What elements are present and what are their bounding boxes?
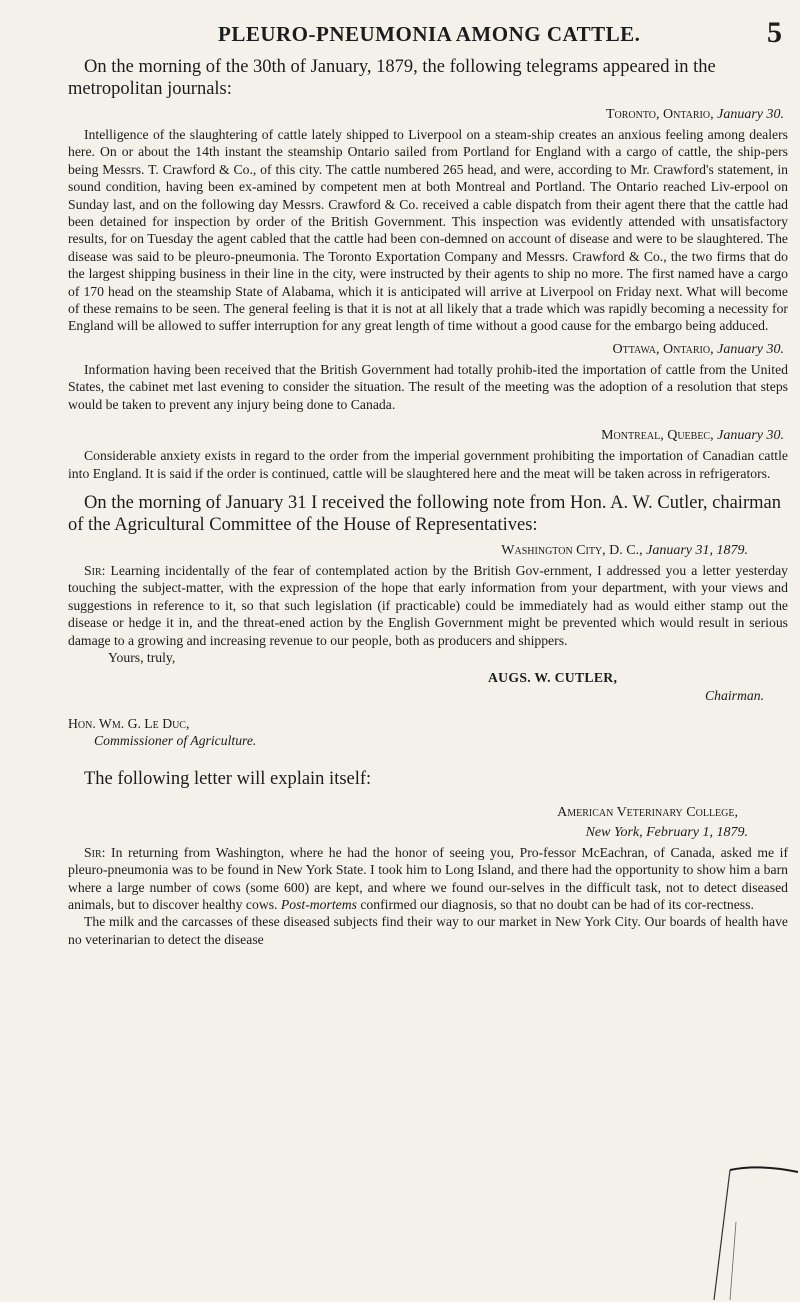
signature-block xyxy=(68,649,788,711)
dateline-place: Washington City, D. C., xyxy=(501,542,643,558)
intro-paragraph: On the morning of the 30th of January, 1879, the following telegrams appeared in the metropolitan journals: xyxy=(68,57,716,99)
montreal-telegram: Considerable anxiety exists in regard to the order from the imperial government prohibiting the importation of Canadian cattle into England. It is said if the order is continued, cattle will be slaughtered here and the meat will be taken across in refrigerators. xyxy=(68,448,788,481)
salutation: Sir: xyxy=(84,562,106,578)
letter-text-end: confirmed our diagnosis, so that no doubt can be had of its cor-rectness. xyxy=(360,896,754,912)
dateline-place: American Veterinary College, xyxy=(557,804,738,820)
salutation: Sir: xyxy=(84,844,106,860)
toronto-telegram: Intelligence of the slaughtering of cattle lately shipped to Liverpool on a steam-ship creates an anxious feeling among dealers here. On or about the 14th instant the steamship Ontario sailed from Portland for England with a cargo of cattle, the ship-pers being Messrs. T. Crawford & Co., of this city. The cattle numbered 265 head, and were, according to Mr. Crawford's statement, in sound condition, having been ex-amined by competent men at both Montreal and Portland. The Ontario reached Liv-erpool on Sunday last, and on the following day Messrs. Crawford & Co. received a cable dispatch from their agent there that the cattle had been detained for inspection by order of the British Government. This inspection was evidently attended with unsatisfactory results, for on Tuesday the agent cabled that the cattle had been con-demned on account of disease and were to be slaughtered. The disease was said to be pleuro-pneumonia. The Toronto Exportation Company and Messrs. Crawford & Co., the two firms that do the largest shipping business in their line in the city, were instructed by their agents to ship no more. The first named have a cargo of 170 head on the steamship State of Alabama, which it is anticipated will arrive at Liverpool on Friday next. What will become of these remains to be seen. The general feeling is that it is not at all likely that a trade which was rapidly becoming a necessity for England will be allowed to suffer interruption for any great length of time without a good cause for the embargo being adduced. xyxy=(68,127,788,334)
college-letter-body xyxy=(68,844,788,914)
toronto-dateline xyxy=(68,106,784,124)
ottawa-dateline xyxy=(68,341,784,359)
addressee-title: Commissioner of Agriculture. xyxy=(94,733,257,749)
dateline-date: January 31, 1879. xyxy=(646,542,748,558)
page-header xyxy=(68,16,788,56)
page-edge-mark xyxy=(700,1162,800,1302)
dateline-place: Montreal, Quebec, xyxy=(601,428,714,444)
running-title: PLEURO-PNEUMONIA AMONG CATTLE. xyxy=(218,22,641,46)
third-intro: The following letter will explain itself: xyxy=(84,768,372,789)
college-date xyxy=(68,824,748,842)
ottawa-telegram: Information having been received that the British Government had totally prohib-ited the importation of cattle from the United States, the cabinet met last evening to consider the situation. The result of the meeting was the adoption of a resolution that steps would be taken to prevent any injury being done to Canada. xyxy=(68,361,788,412)
dateline-date: January 30. xyxy=(717,107,784,122)
signer-name: AUGS. W. CUTLER, xyxy=(488,669,618,685)
addressee: Hon. Wm. G. Le Duc, xyxy=(68,715,190,731)
montreal-dateline xyxy=(68,427,784,445)
college-dateline xyxy=(68,804,738,822)
closing: Yours, truly, xyxy=(108,649,176,665)
signer-title: Chairman. xyxy=(705,687,764,703)
post-mortems-term: Post-mortems xyxy=(280,896,357,912)
page-number: 5 xyxy=(767,16,782,49)
second-intro: On the morning of January 31 I received the following note from Hon. A. W. Cutler, chairman of the Agricultural Committee of the House of Representatives: xyxy=(68,492,781,535)
dateline-date: January 30. xyxy=(717,341,784,357)
cutler-letter-body xyxy=(68,562,788,649)
college-letter-body-2: The milk and the carcasses of these diseased subjects find their way to our market in New York City. Our boards of health have no veterinarian to detect the disease xyxy=(68,914,788,947)
document-page xyxy=(68,16,788,948)
washington-dateline xyxy=(68,542,748,560)
dateline-date: New York, February 1, 1879. xyxy=(585,824,748,840)
dateline-date: January 30. xyxy=(717,428,784,444)
letter-text: Learning incidentally of the fear of contemplated action by the British Gov-ernment, I addressed you a letter yesterday touching the subject-matter, with the expression of the hope that early information from your department, with your views and suggestions in reference to it, so that such legislation (if practicable) could be immediately had as would either stamp out the disease or hedge it in, and the threat-ened action by the English Government might be prevented which would result in serious damage to a growing and increasing revenue to our people, both as producers and shippers. xyxy=(68,562,788,648)
dateline-place: Toronto, Ontario, xyxy=(605,107,714,122)
dateline-place: Ottawa, Ontario, xyxy=(612,341,714,357)
letter-text: In returning from Washington, where he had the honor of seeing you, Pro-fessor McEachran, of Canada, asked me if pleuro-pneumonia was to be found in New York State. I took him to Long Island, and there had the opportunity to show him a barn where a large number of cows (some 600) are kept, and where we found our-selves in the difficult task, not to detect diseased animals, but to discover healthy cows. xyxy=(68,844,788,912)
